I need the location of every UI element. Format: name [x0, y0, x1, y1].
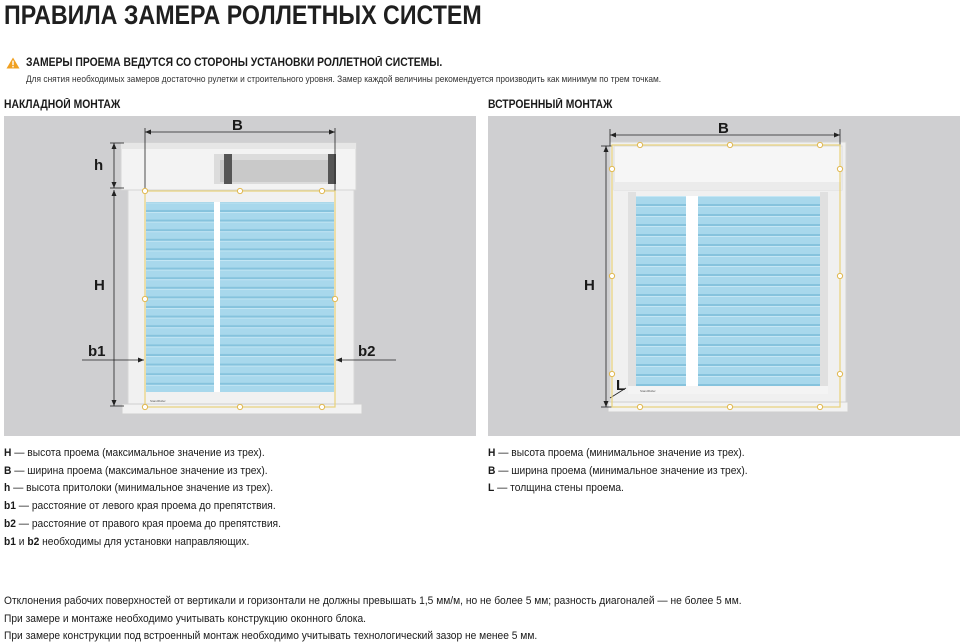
page-title: ПРАВИЛА ЗАМЕРА РОЛЛЕТНЫХ СИСТЕМ	[4, 0, 482, 30]
footer-notes	[4, 593, 742, 644]
overlay-section-label: НАКЛАДНОЙ МОНТАЖ	[4, 99, 121, 111]
legend-item: b1 и b2 необходимы для установки направляющих.	[4, 535, 250, 548]
footer-line: Отклонения рабочих поверхностей от вертикали и горизонтали не должны превышать 1,5 мм/м, но не более 5 мм; разность диагоналей — не более 5 мм.	[4, 595, 742, 607]
notice-headline: ЗАМЕРЫ ПРОЕМА ВЕДУТСЯ СО СТОРОНЫ УСТАНОВКИ РОЛЛЕТНОЙ СИСТЕМЫ.	[26, 57, 443, 69]
builtin-section-label: ВСТРОЕННЫЙ МОНТАЖ	[488, 99, 613, 111]
builtin-diagram	[488, 116, 960, 436]
dim-h-overlay: h	[94, 157, 104, 174]
brand-label-overlay: StandRoller	[150, 399, 166, 403]
notice-text: Для снятия необходимых замеров достаточно рулетки и строительного уровня. Замер каждой величины рекомендуется производить как минимум по трем точкам.	[26, 74, 662, 85]
footer-line: При замере и монтаже необходимо учитывать конструкцию оконного блока.	[4, 612, 366, 625]
legend-item: b1 — расстояние от левого края проема до препятствия.	[4, 500, 276, 513]
legend-item: L — толщина стены проема.	[488, 482, 624, 495]
dim-H-builtin: H	[584, 277, 595, 294]
brand-label-builtin: StandRoller	[640, 389, 656, 393]
dim-b2: b2	[358, 343, 376, 360]
legend-item: H — высота проема (максимальное значение из трех).	[4, 447, 265, 459]
dim-B-overlay: B	[232, 117, 243, 134]
dim-b1: b1	[88, 343, 106, 360]
legend-item: B — ширина проема (минимальное значение из трех).	[488, 464, 748, 477]
legend-item: H — высота проема (минимальное значение из трех).	[488, 447, 745, 459]
legend-item: b2 — расстояние от правого края проема до препятствия.	[4, 517, 281, 530]
legend-item: B — ширина проема (максимальное значение из трех).	[4, 464, 268, 477]
dim-H-overlay: H	[94, 277, 105, 294]
dim-L: L	[616, 377, 626, 394]
footer-line: При замере конструкции под встроенный монтаж необходимо учитывать технологический зазор не менее 5 мм.	[4, 630, 538, 642]
legend-item: h — высота притолоки (минимальное значение из трех).	[4, 482, 274, 495]
overlay-diagram	[4, 116, 476, 436]
dim-B-builtin: B	[718, 120, 729, 137]
overlay-legend	[4, 445, 281, 551]
warning-icon	[6, 57, 20, 69]
builtin-legend	[488, 445, 748, 498]
